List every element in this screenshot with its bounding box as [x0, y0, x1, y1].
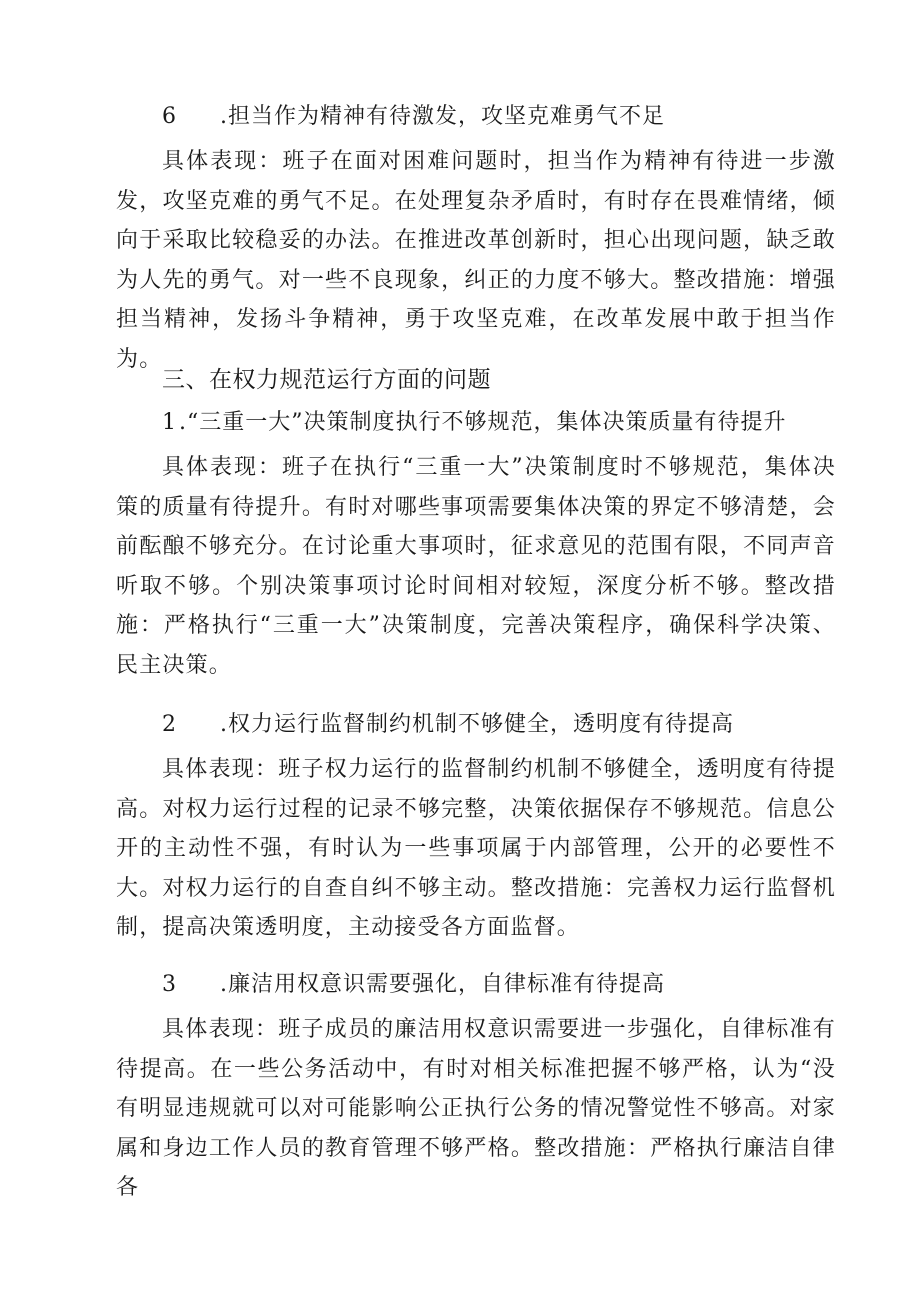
section-item-3-body: 具体表现：班子成员的廉洁用权意识需要进一步强化，自律标准有待提高。在一些公务活动中，有时对相关标准把握不够严格，认为“没有明显违规就可以对可能影响公正执行公务的情况警觉性不够高。对家属和身边工作人员的教育管理不够严格。整改措施：严格执行廉洁自律各: [116, 1017, 836, 1200]
section-item-3-title: .廉洁用权意识需要强化，自律标准有待提高: [220, 972, 665, 997]
section-item-2-number: 2: [162, 712, 177, 737]
item-6-title: .担当作为精神有待激发，攻坚克难勇气不足: [220, 104, 665, 129]
section-item-3-heading: [162, 970, 665, 1000]
item-6-body: 具体表现：班子在面对困难问题时，担当作为精神有待进一步激发，攻坚克难的勇气不足。在处理复杂矛盾时，有时存在畏难情绪，倾向于采取比较稳妥的办法。在推进改革创新时，担心出现问题，缺乏敢为人先的勇气。对一些不良现象，纠正的力度不够大。整改措施：增强担当精神，发扬斗争精神，勇于攻坚克难，在改革发展中敢于担当作为。: [116, 149, 836, 372]
section-item-1-body: 具体表现：班子在执行“三重一大”决策制度时不够规范，集体决策的质量有待提升。有时对哪些事项需要集体决策的界定不够清楚，会前酝酿不够充分。在讨论重大事项时，征求意见的范围有限，不同声音听取不够。个别决策事项讨论时间相对较短，深度分析不够。整改措施：严格执行“三重一大”决策制度，完善决策程序，确保科学决策、民主决策。: [116, 455, 836, 678]
section-item-3-number: 3: [162, 972, 177, 997]
section-item-2-body: 具体表现：班子权力运行的监督制约机制不够健全，透明度有待提高。对权力运行过程的记录不够完整，决策依据保存不够规范。信息公开的主动性不强，有时认为一些事项属于内部管理，公开的必要性不大。对权力运行的自查自纠不够主动。整改措施：完善权力运行监督机制，提高决策透明度，主动接受各方面监督。: [116, 757, 836, 940]
section-title: 三、在权力规范运行方面的问题: [162, 367, 491, 393]
section-item-2-title: .权力运行监督制约机制不够健全，透明度有待提高: [220, 712, 734, 737]
section-item-1-number: 1: [162, 410, 177, 435]
item-6-heading: [162, 102, 665, 132]
section-item-1-title: .“三重一大”决策制度执行不够规范，集体决策质量有待提升: [179, 410, 787, 435]
section-item-1-heading: [162, 408, 787, 438]
section-item-2-heading: [162, 710, 734, 740]
item-6-number: 6: [162, 104, 177, 129]
